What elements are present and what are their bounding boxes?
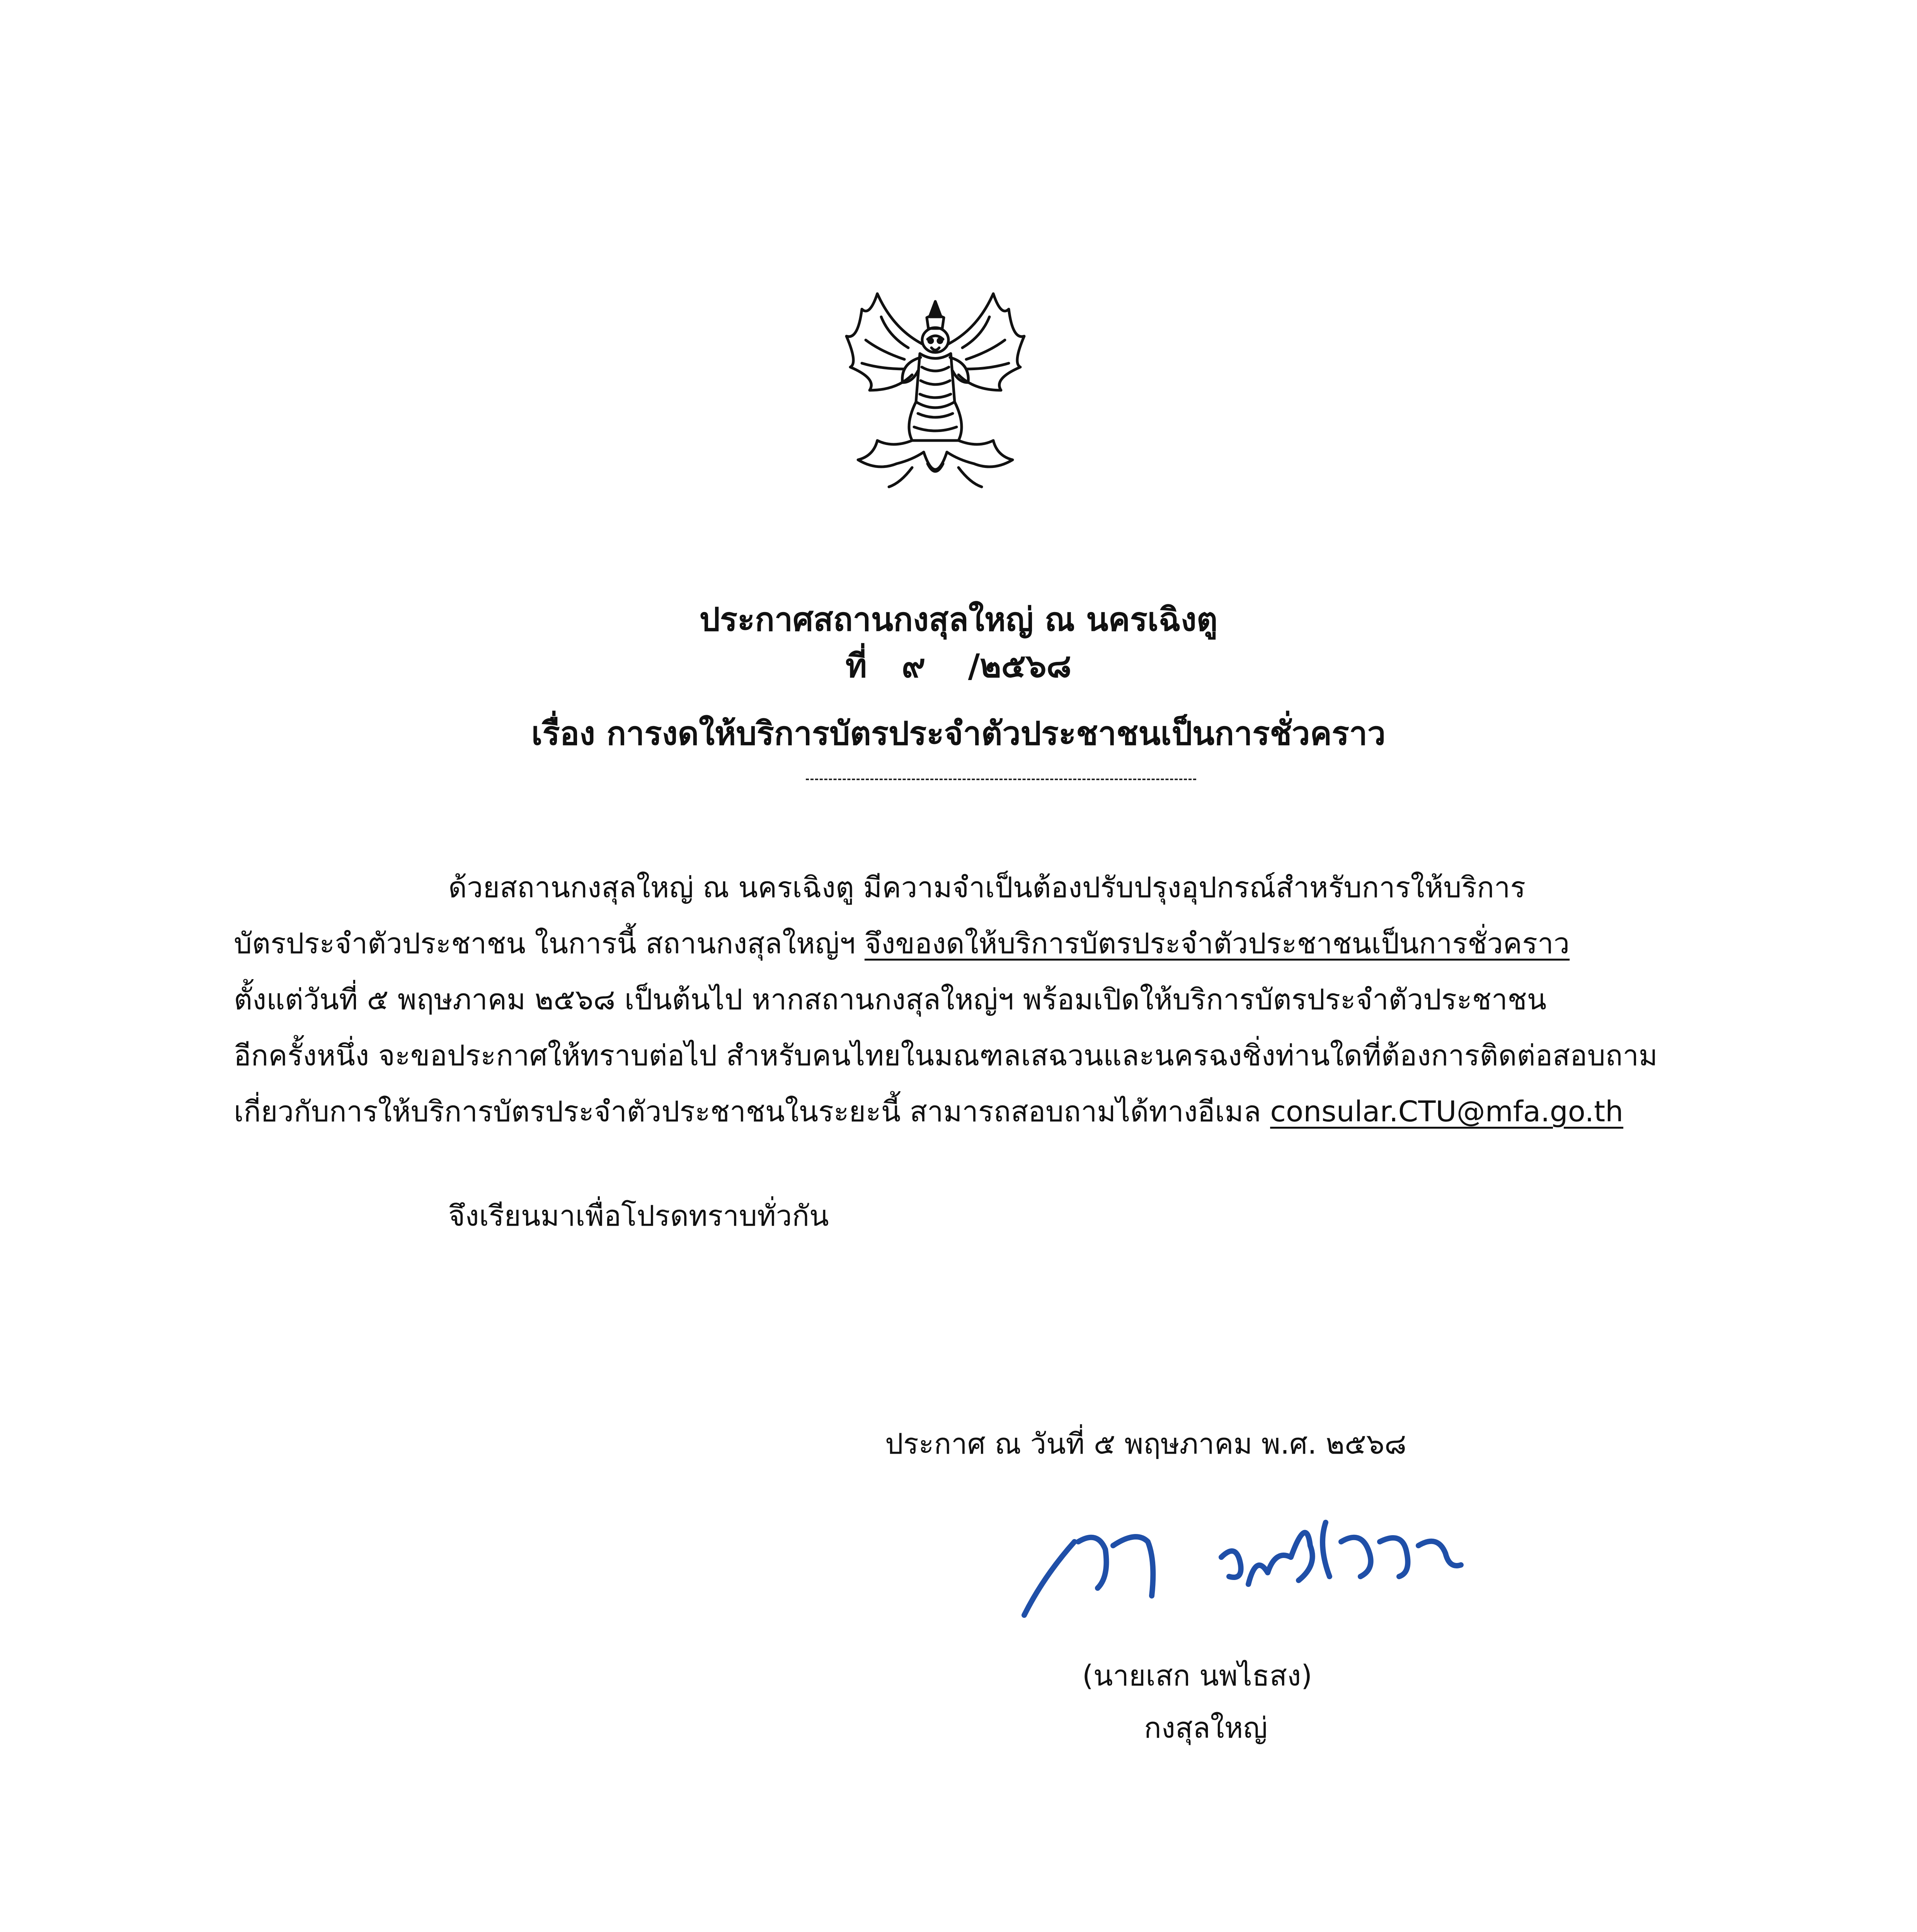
divider (806, 779, 1196, 780)
announcement-title: ประกาศสถานกงสุลใหญ่ ณ นครเฉิงตู (699, 600, 1218, 638)
number-value: ๙ (902, 647, 926, 685)
date-line: ประกาศ ณ วันที่ ๕ พฤษภาคม พ.ศ. ๒๕๖๘ (885, 1427, 1407, 1461)
body-line-3: ตั้งแต่วันที่ ๕ พฤษภาคม ๒๕๖๘ เป็นต้นไป หากสถานกงสุลใหญ่ฯ พร้อมเปิดให้บริการบัตรประจำตัวประชาชน (234, 983, 1547, 1016)
email-link[interactable]: consular.CTU@mfa.go.th (1270, 1095, 1624, 1128)
body-line-2 (234, 929, 1570, 958)
emphasis-underlined: จึงของดให้บริการบัตรประจำตัวประชาชนเป็นการชั่วคราว (864, 927, 1570, 960)
garuda-emblem-icon (835, 286, 1036, 502)
number-prefix: ที่ (845, 647, 867, 685)
body-line-5-text: เกี่ยวกับการให้บริการบัตรประจำตัวประชาชนในระยะนี้ สามารถสอบถามได้ทางอีเมล (234, 1095, 1270, 1128)
signature (1020, 1499, 1469, 1627)
body-line-1: ด้วยสถานกงสุลใหญ่ ณ นครเฉิงตู มีความจำเป็นต้องปรับปรุงอุปกรณ์สำหรับการให้บริการ (448, 871, 1526, 904)
body-line-5 (234, 1097, 1623, 1126)
announcement-number (0, 639, 1917, 691)
signatory-name: (นายเสก นพไธสง) (1082, 1659, 1313, 1692)
body-line-2-text: บัตรประจำตัวประชาชน ในการนี้ สถานกงสุลใหญ่ฯ (234, 927, 865, 960)
body-line-4: อีกครั้งหนึ่ง จะขอประกาศให้ทราบต่อไป สำหรับคนไทยในมณฑลเสฉวนและนครฉงชิ่งท่านใดที่ต้องการติดต่อสอบถาม (234, 1039, 1658, 1072)
closing-line: จึงเรียนมาเพื่อโปรดทราบทั่วกัน (448, 1199, 829, 1233)
signatory-title: กงสุลใหญ่ (1144, 1711, 1268, 1745)
number-year: /๒๕๖๘ (968, 647, 1072, 685)
announcement-subject: เรื่อง การงดให้บริการบัตรประจำตัวประชาชนเป็นการชั่วคราว (531, 714, 1386, 752)
